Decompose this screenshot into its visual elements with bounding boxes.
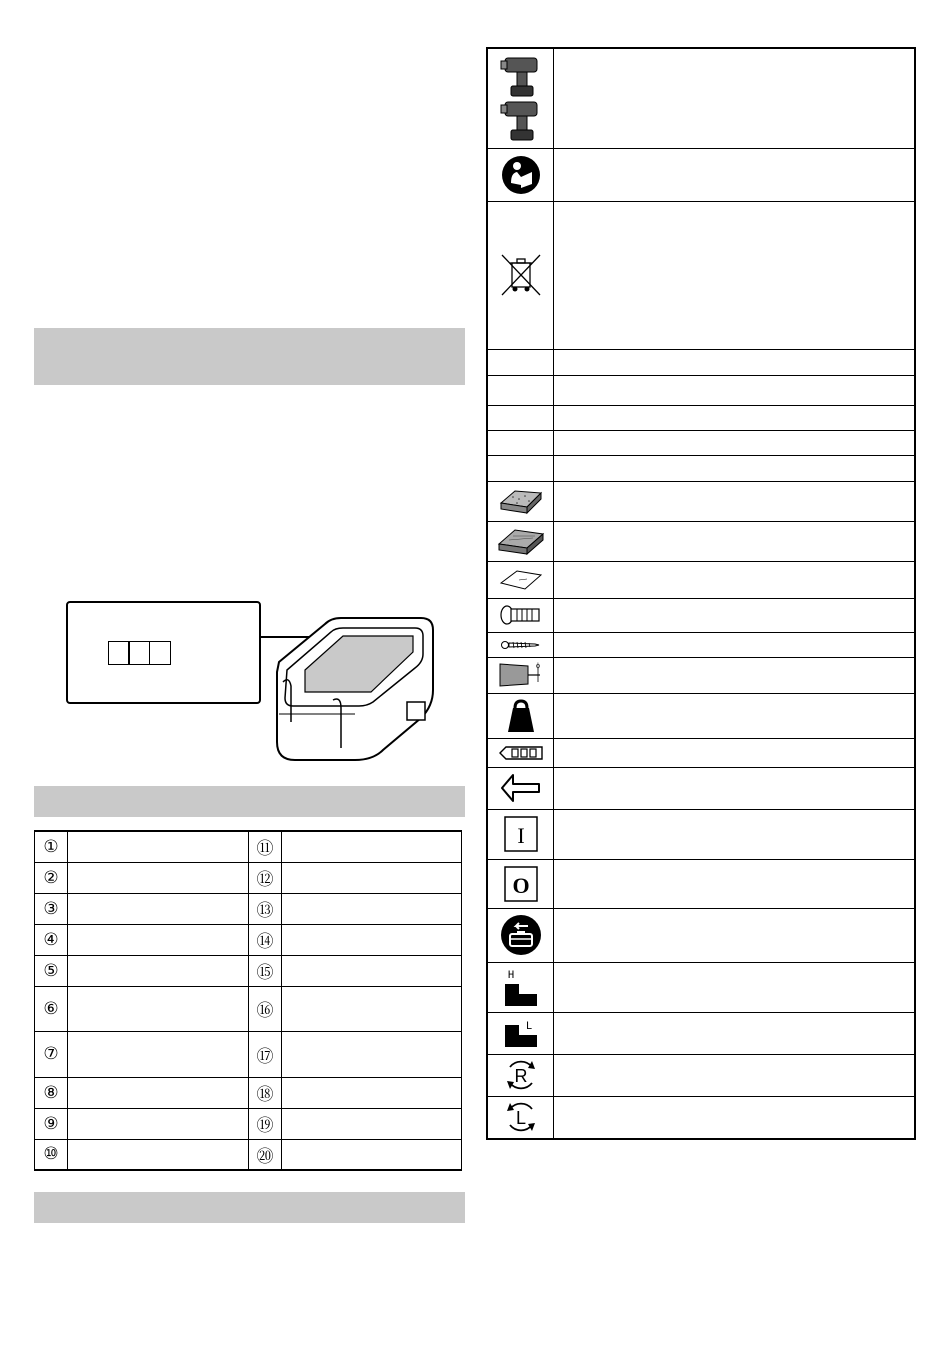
part-number: ④ [35, 924, 68, 955]
part-name [282, 862, 462, 893]
metal-sheet-icon [487, 561, 554, 598]
table-row [487, 48, 915, 148]
part-name [68, 862, 249, 893]
drill-chuck-icon [487, 657, 554, 693]
part-number: ⑲ [249, 1108, 282, 1139]
wood-screw-icon [487, 632, 554, 657]
table-row [487, 1012, 915, 1054]
part-name [282, 1108, 462, 1139]
table-row [487, 455, 915, 481]
symbol-description [554, 455, 916, 481]
part-number: ⑪ [249, 831, 282, 862]
symbol-description [554, 521, 916, 561]
part-number: ⑫ [249, 862, 282, 893]
symbol-description [554, 632, 916, 657]
table-row [487, 148, 915, 201]
part-number: ⑳ [249, 1139, 282, 1170]
table-row [487, 657, 915, 693]
symbols-table [486, 47, 916, 1140]
table-row [35, 893, 462, 924]
symbol-description [554, 561, 916, 598]
part-number: ⑱ [249, 1077, 282, 1108]
power-on-icon [487, 809, 554, 859]
symbol-description [554, 481, 916, 521]
table-row [35, 1031, 462, 1077]
symbol-description [554, 1054, 916, 1096]
symbol-description [554, 809, 916, 859]
table-row [487, 1054, 915, 1096]
high-speed-glyph: H [507, 970, 514, 982]
part-number: ⑩ [35, 1139, 68, 1170]
part-number: ② [35, 862, 68, 893]
power-on-glyph: I [516, 823, 525, 848]
table-row [487, 1096, 915, 1139]
part-name [68, 986, 249, 1031]
part-number: ⑰ [249, 1031, 282, 1077]
part-name [68, 831, 249, 862]
part-name [282, 893, 462, 924]
rotation-left-glyph: L [515, 1108, 526, 1129]
table-row [35, 955, 462, 986]
symbol-description [554, 693, 916, 738]
symbol-cell [487, 349, 554, 375]
parts-list-table [34, 830, 462, 1171]
table-row [487, 598, 915, 632]
symbol-description [554, 375, 916, 405]
part-number: ⑮ [249, 955, 282, 986]
weight-icon [487, 693, 554, 738]
part-number: ⑥ [35, 986, 68, 1031]
part-name [68, 893, 249, 924]
part-name [68, 1139, 249, 1170]
symbol-cell [487, 455, 554, 481]
wood-block-icon [487, 521, 554, 561]
crossed-out-bin-icon [487, 201, 554, 349]
part-name [282, 1139, 462, 1170]
part-name [282, 1031, 462, 1077]
part-number: ⑬ [249, 893, 282, 924]
table-row [35, 831, 462, 862]
part-name [68, 955, 249, 986]
drywall-block-icon [487, 481, 554, 521]
part-name [282, 831, 462, 862]
table-row [487, 908, 915, 962]
symbol-cell [487, 405, 554, 430]
svg-text:ϕ: ϕ [535, 663, 540, 670]
table-row [487, 375, 915, 405]
symbol-description [554, 962, 916, 1012]
insert-battery-icon [487, 908, 554, 962]
date-code-boxes [109, 641, 171, 665]
part-number: ⑧ [35, 1077, 68, 1108]
part-number: ⑦ [35, 1031, 68, 1077]
part-name [68, 1077, 249, 1108]
table-row [487, 430, 915, 455]
symbol-description [554, 738, 916, 767]
rotation-right-icon [487, 1054, 554, 1096]
part-number: ③ [35, 893, 68, 924]
date-code-box [108, 641, 130, 665]
table-row [35, 1077, 462, 1108]
table-row [35, 1139, 462, 1170]
table-row [35, 924, 462, 955]
symbol-description [554, 859, 916, 908]
symbol-cell [487, 375, 554, 405]
table-row [487, 809, 915, 859]
read-manual-icon [487, 148, 554, 201]
high-speed-icon [487, 962, 554, 1012]
part-name [282, 955, 462, 986]
symbol-cell [487, 430, 554, 455]
power-off-glyph: O [511, 872, 530, 898]
table-row [487, 561, 915, 598]
table-row [487, 521, 915, 561]
symbol-description [554, 598, 916, 632]
symbol-description [554, 405, 916, 430]
part-number: ① [35, 831, 68, 862]
table-row [487, 405, 915, 430]
low-speed-glyph: L [525, 1021, 532, 1033]
symbol-description [554, 767, 916, 809]
part-number: ⑨ [35, 1108, 68, 1139]
part-name [282, 986, 462, 1031]
rotation-left-icon [487, 1096, 554, 1139]
table-row [487, 962, 915, 1012]
power-off-icon [487, 859, 554, 908]
table-row [35, 862, 462, 893]
symbol-description [554, 657, 916, 693]
part-number: ⑭ [249, 924, 282, 955]
battery-level-icon [487, 738, 554, 767]
symbol-description [554, 349, 916, 375]
symbol-description [554, 1012, 916, 1054]
hammer-shape-icon [487, 767, 554, 809]
table-row [487, 201, 915, 349]
date-code-box [128, 641, 150, 665]
table-row [487, 632, 915, 657]
table-row [487, 481, 915, 521]
symbol-description [554, 48, 916, 148]
table-row [487, 767, 915, 809]
rotation-right-glyph: R [514, 1066, 527, 1086]
part-name [68, 924, 249, 955]
part-name [282, 1077, 462, 1108]
symbol-description [554, 908, 916, 962]
part-number: ⑯ [249, 986, 282, 1031]
part-name [68, 1108, 249, 1139]
part-number: ⑤ [35, 955, 68, 986]
table-row [35, 1108, 462, 1139]
bolt-icon [487, 598, 554, 632]
table-row [487, 693, 915, 738]
section-header-bar-3 [34, 1192, 465, 1223]
table-row [487, 738, 915, 767]
symbol-description [554, 148, 916, 201]
table-row [487, 349, 915, 375]
symbol-description [554, 1096, 916, 1139]
table-row [487, 859, 915, 908]
battery-pack-illustration [255, 610, 455, 770]
section-header-bar-2 [34, 786, 465, 817]
symbol-description [554, 201, 916, 349]
date-code-box [149, 641, 171, 665]
low-speed-icon [487, 1012, 554, 1054]
section-header-bar-1 [34, 328, 465, 385]
table-row [35, 986, 462, 1031]
symbol-description [554, 430, 916, 455]
part-name [282, 924, 462, 955]
part-name [68, 1031, 249, 1077]
drill-pair-icon [487, 48, 554, 148]
